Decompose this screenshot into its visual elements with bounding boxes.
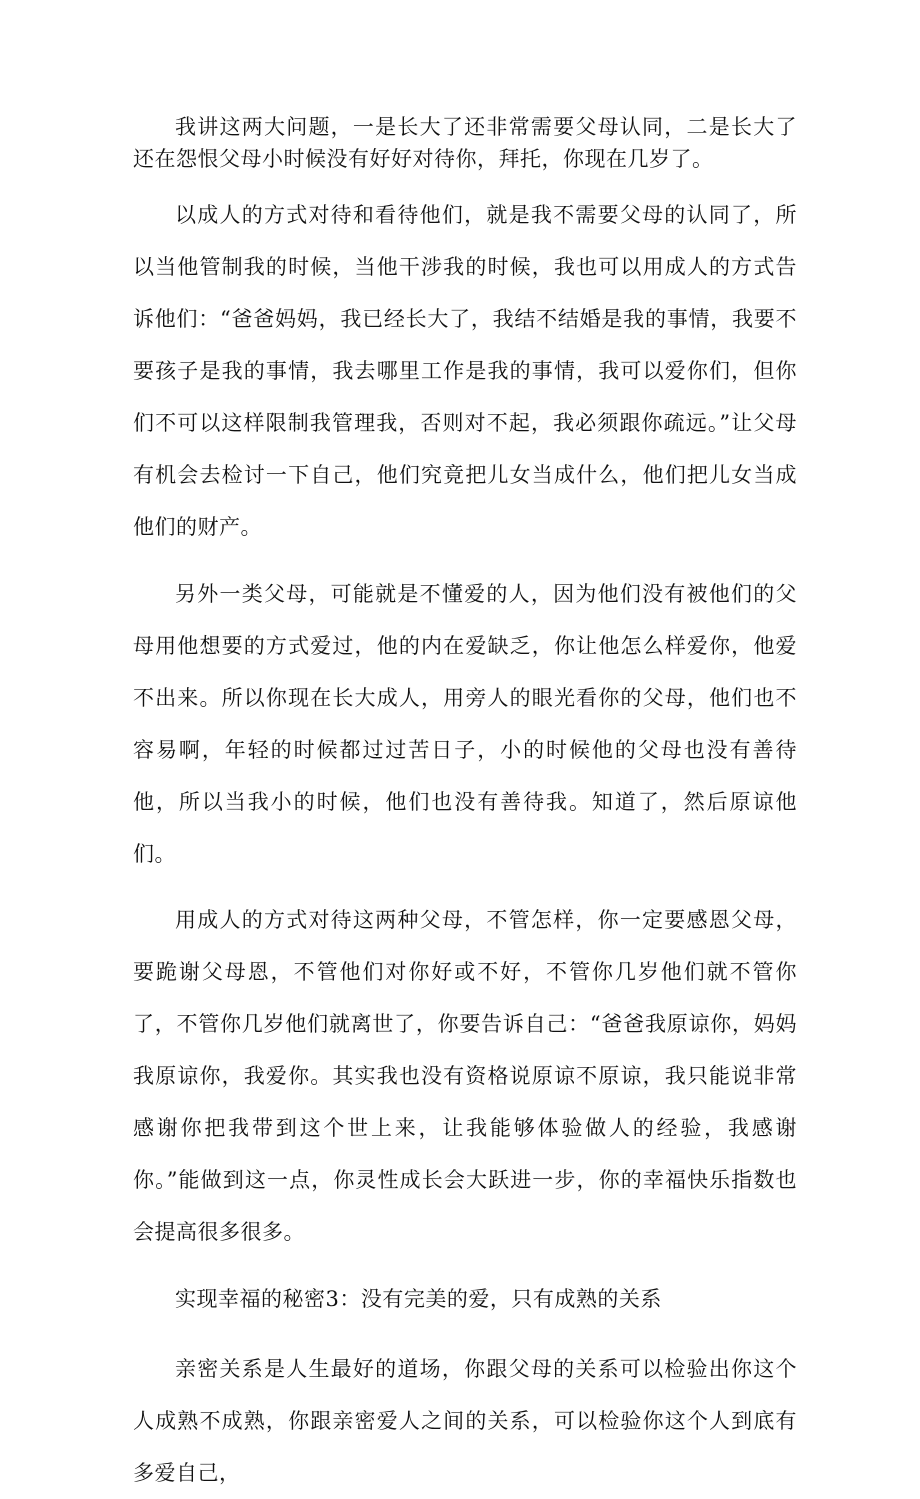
paragraph-4: 用成人的方式对待这两种父母，不管怎样，你一定要感恩父母，要跪谢父母恩，不管他们对你好或不好，不管你几岁他们就不管你了，不管你几岁他们就离世了，你要告诉自己：“爸爸我原谅你，妈妈我原谅你，我爱你。其实我也没有资格说原谅不原谅，我只能说非常感谢你把我带到这个世上来，让我能够体验做人的经验，我感谢你。”能做到这一点，你灵性成长会大跃进一步，你的幸福快乐指数也会提高很多很多。 xyxy=(133,908,797,1245)
paragraph-1: 我讲这两大问题，一是长大了还非常需要父母认同，二是长大了还在怨恨父母小时候没有好好对待你，拜托，你现在几岁了。 xyxy=(133,115,797,171)
section-heading: 实现幸福的秘密3：没有完美的爱，只有成熟的关系 xyxy=(175,1286,662,1311)
paragraph-3: 另外一类父母，可能就是不懂爱的人，因为他们没有被他们的父母用他想要的方式爱过，他的内在爱缺乏，你让他怎么样爱你，他爱不出来。所以你现在长大成人，用旁人的眼光看你的父母，他们也不容易啊，年轻的时候都过过苦日子，小的时候他的父母也没有善待他，所以当我小的时候，他们也没有善待我。知道了，然后原谅他们。 xyxy=(133,581,797,866)
paragraph-5: 亲密关系是人生最好的道场，你跟父母的关系可以检验出你这个人成熟不成熟，你跟亲密爱人之间的关系，可以检验你这个人到底有多爱自己， xyxy=(133,1356,797,1485)
paragraph-2: 以成人的方式对待和看待他们，就是我不需要父母的认同了，所以当他管制我的时候，当他干涉我的时候，我也可以用成人的方式告诉他们：“爸爸妈妈，我已经长大了，我结不结婚是我的事情，我要不要孩子是我的事情，我去哪里工作是我的事情，我可以爱你们，但你们不可以这样限制我管理我，否则对不起，我必须跟你疏远。”让父母有机会去检讨一下自己，他们究竟把儿女当成什么，他们把儿女当成他们的财产。 xyxy=(133,203,797,540)
document-body xyxy=(133,112,797,1499)
